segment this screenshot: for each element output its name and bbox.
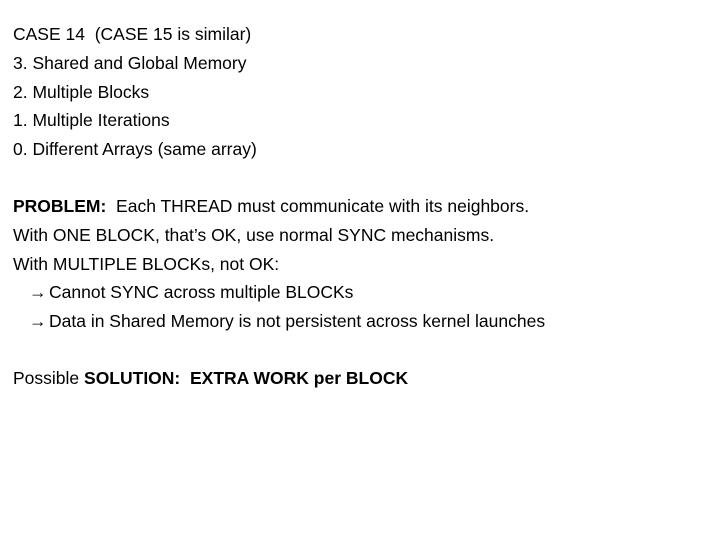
spacer: [13, 336, 713, 364]
case-title: CASE 14 (CASE 15 is similar): [13, 24, 252, 44]
spacer: [13, 164, 713, 192]
case-item-different-arrays: 0. Different Arrays (same array): [13, 139, 257, 160]
problem-line: [13, 192, 713, 221]
problem-text: Each THREAD must communicate with its neighbors.: [106, 195, 530, 216]
slide-content: [13, 20, 713, 393]
problem-label: PROBLEM:: [13, 195, 107, 216]
bullet-shared-memory-not-persistent: [13, 307, 713, 336]
bullet-cannot-sync: [13, 278, 713, 307]
solution-text: EXTRA WORK per BLOCK: [180, 367, 409, 388]
solution-line: [13, 364, 713, 393]
bullet-text: Data in Shared Memory is not persistent across kernel launches: [49, 311, 546, 332]
case-item-shared-global-memory: 3. Shared and Global Memory: [13, 52, 247, 73]
problem-multiple-blocks-line: With MULTIPLE BLOCKs, not OK:: [13, 253, 280, 274]
solution-prefix: Possible: [13, 367, 85, 388]
solution-label: SOLUTION:: [84, 367, 181, 388]
problem-one-block-line: With ONE BLOCK, that’s OK, use normal SYNC mechanisms.: [13, 224, 495, 245]
arrow-right-icon: →: [29, 282, 47, 303]
arrow-right-icon: →: [29, 311, 47, 332]
case-item-multiple-iterations: 1. Multiple Iterations: [13, 110, 170, 131]
case-item-multiple-blocks: 2. Multiple Blocks: [13, 81, 150, 102]
bullet-text: Cannot SYNC across multiple BLOCKs: [49, 282, 354, 303]
